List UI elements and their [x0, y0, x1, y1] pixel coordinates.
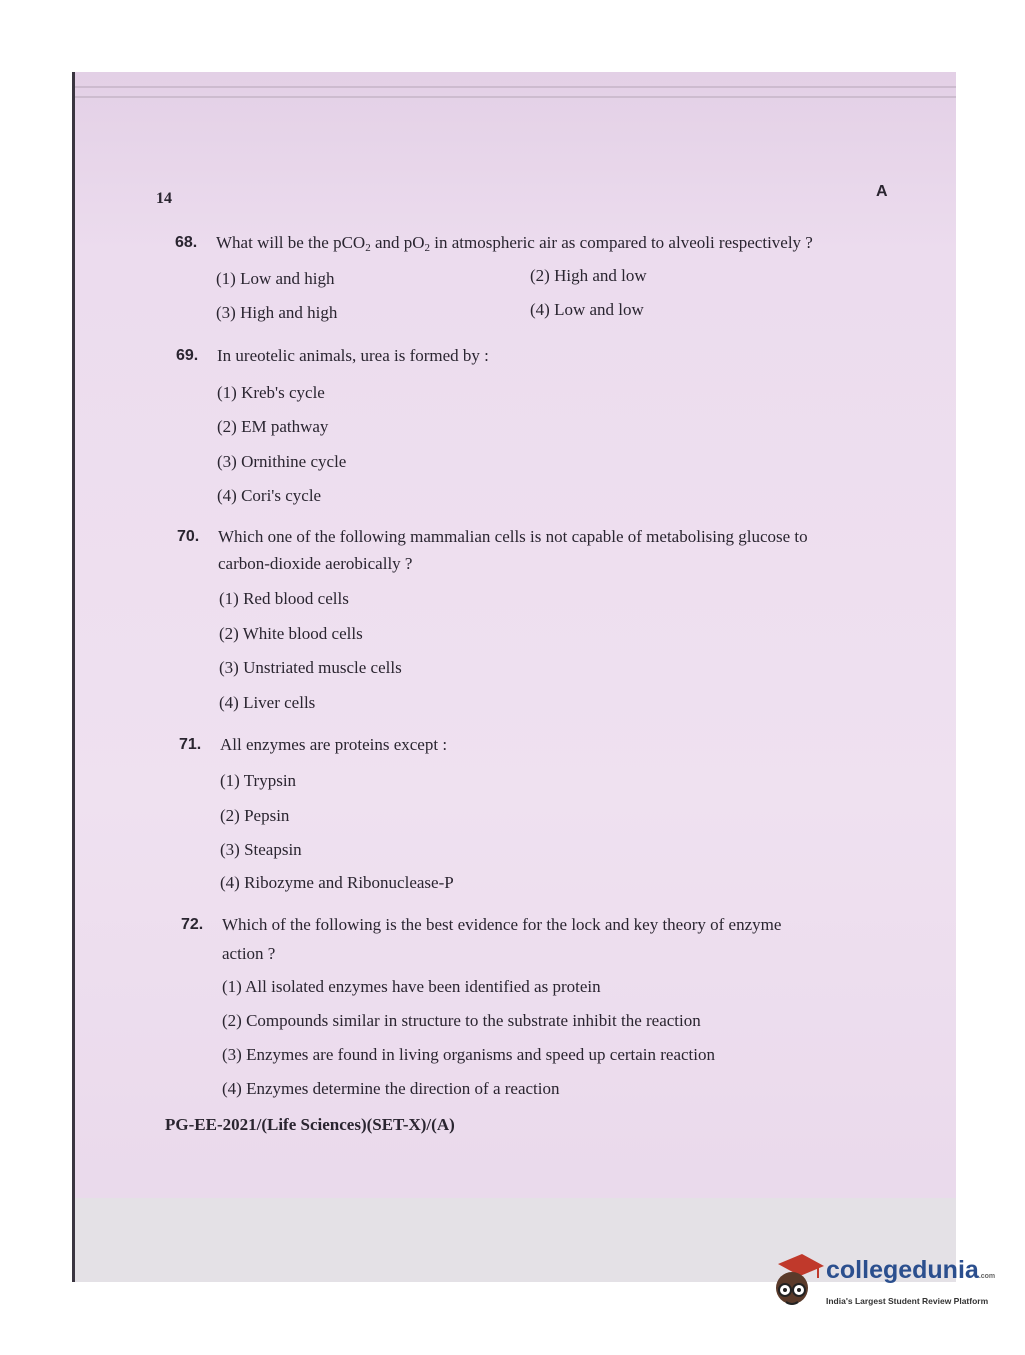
option-2: (2) EM pathway — [217, 417, 329, 436]
option-3: (3) Unstriated muscle cells — [219, 658, 402, 677]
option-4: (4) Liver cells — [219, 693, 316, 712]
paper-code: PG-EE-2021/(Life Sciences)(SET-X)/(A) — [165, 1115, 455, 1134]
brand-tagline: India's Largest Student Review Platform — [826, 1296, 989, 1306]
option-1: (1) All isolated enzymes have been identified as protein — [222, 977, 601, 996]
brand-name: collegedunia.com — [826, 1256, 996, 1284]
option-4: (4) Enzymes determine the direction of a reaction — [222, 1079, 560, 1098]
question-71 — [179, 731, 899, 901]
question-70 — [177, 523, 897, 723]
question-number: 70. — [177, 528, 200, 545]
option-3: (3) Steapsin — [220, 840, 302, 859]
scan-fold-line — [75, 96, 956, 98]
question-text-line-2: action ? — [222, 944, 276, 963]
set-letter: A — [876, 183, 888, 200]
question-69 — [176, 342, 896, 512]
collegedunia-watermark — [768, 1250, 996, 1312]
question-text-line-1: Which one of the following mammalian cells is not capable of metabolising glucose to — [218, 527, 808, 546]
question-text-line-1: Which of the following is the best evidence for the lock and key theory of enzyme — [222, 915, 782, 934]
option-1: (1) Trypsin — [220, 771, 297, 790]
option-2: (2) Compounds similar in structure to the substrate inhibit the reaction — [222, 1011, 701, 1030]
question-text: In ureotelic animals, urea is formed by : — [217, 346, 489, 365]
option-2: (2) High and low — [530, 266, 647, 285]
scan-fold-line — [75, 86, 956, 88]
option-3: (3) Ornithine cycle — [217, 452, 347, 471]
question-text: All enzymes are proteins except : — [220, 735, 448, 754]
question-number: 71. — [179, 736, 202, 753]
question-68 — [175, 229, 895, 329]
question-text-line-2: carbon-dioxide aerobically ? — [218, 554, 413, 573]
option-1: (1) Kreb's cycle — [217, 383, 325, 402]
page-number: 14 — [156, 190, 172, 207]
option-4: (4) Ribozyme and Ribonuclease-P — [220, 873, 454, 892]
option-2: (2) White blood cells — [219, 624, 363, 643]
question-number: 72. — [181, 916, 204, 933]
option-1: (1) Low and high — [216, 269, 335, 288]
question-72 — [181, 911, 901, 1101]
option-4: (4) Cori's cycle — [217, 486, 322, 505]
mascot-icon — [768, 1250, 824, 1312]
option-1: (1) Red blood cells — [219, 589, 349, 608]
option-2: (2) Pepsin — [220, 806, 290, 825]
question-number: 68. — [175, 234, 198, 251]
option-4: (4) Low and low — [530, 300, 644, 319]
question-text: What will be the pCO$_2$ and $pO_2$ in atmospheric air as compared to alveoli respectively ? — [216, 233, 813, 254]
option-3: (3) High and high — [216, 303, 338, 322]
option-3: (3) Enzymes are found in living organisms and speed up certain reaction — [222, 1045, 716, 1064]
question-number: 69. — [176, 347, 199, 364]
